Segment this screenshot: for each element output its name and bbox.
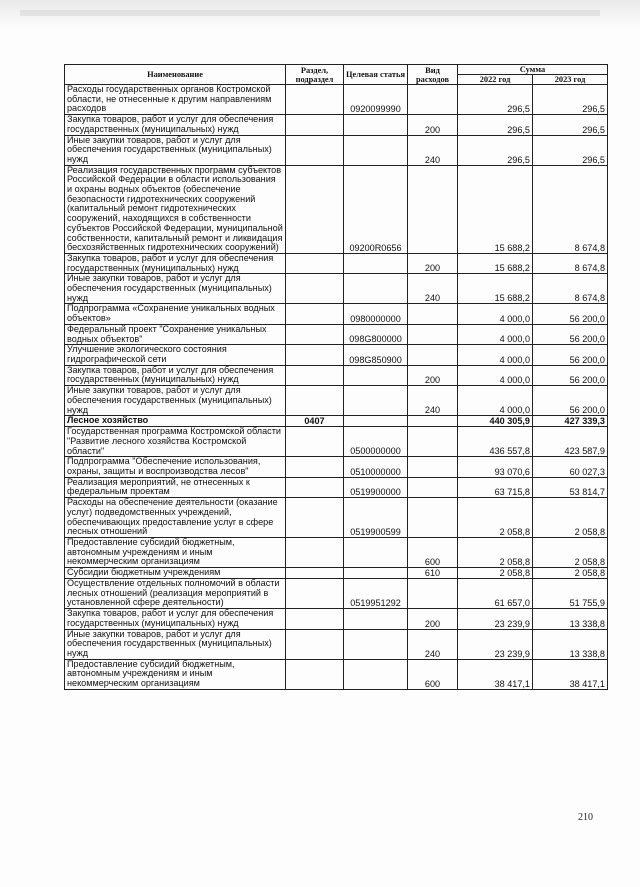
row-sum-2023-cell: 13 338,8 [533,629,608,659]
row-sum-2022-cell: 296,5 [458,115,533,135]
row-cel-cell [344,416,408,427]
row-cel-cell [344,115,408,135]
row-razdel-cell [286,165,344,253]
row-razdel-cell [286,609,344,629]
row-sum-2022-cell: 296,5 [458,135,533,165]
row-sum-2023-cell: 53 814,7 [533,477,608,497]
table-row [65,365,608,385]
header-year-2022: 2022 год [458,75,533,85]
row-sum-2023-cell: 8 674,8 [533,253,608,273]
row-vid-cell [408,345,458,365]
table-row [65,253,608,273]
row-sum-2022-cell: 440 305,9 [458,416,533,427]
row-sum-2023-cell: 56 200,0 [533,304,608,324]
row-razdel-cell [286,115,344,135]
header-cel: Целевая статья [344,65,408,85]
row-sum-2022-cell: 63 715,8 [458,477,533,497]
row-sum-2022-cell: 2 058,8 [458,498,533,538]
row-sum-2022-cell: 4 000,0 [458,386,533,416]
row-cel-cell [344,386,408,416]
row-name-cell: Закупка товаров, работ и услуг для обеспечения государственных (муниципальных) нужд [65,253,286,273]
row-cel-cell: 0980000000 [344,304,408,324]
row-vid-cell [408,85,458,115]
table-row [65,135,608,165]
table-row [65,609,608,629]
table-row [65,274,608,304]
row-name-cell: Закупка товаров, работ и услуг для обеспечения государственных (муниципальных) нужд [65,115,286,135]
row-razdel-cell [286,274,344,304]
row-sum-2023-cell: 296,5 [533,115,608,135]
row-sum-2022-cell: 2 058,8 [458,568,533,579]
table-row [65,416,608,427]
row-sum-2022-cell: 15 688,2 [458,165,533,253]
row-name-cell: Предоставление субсидий бюджетным, автономным учреждениям и иным некоммерческим организациям [65,537,286,567]
row-sum-2022-cell: 38 417,1 [458,659,533,689]
row-vid-cell: 610 [408,568,458,579]
table-row [65,498,608,538]
table-row [65,477,608,497]
row-sum-2022-cell: 4 000,0 [458,365,533,385]
row-cel-cell [344,609,408,629]
row-name-cell: Реализация мероприятий, не отнесенных к федеральным проектам [65,477,286,497]
scan-artifact [20,10,600,16]
header-vid: Вид расходов [408,65,458,85]
table-row [65,85,608,115]
row-name-cell: Расходы государственных органов Костромской области, не отнесенные к другим направлениям расходов [65,85,286,115]
row-razdel-cell [286,386,344,416]
row-vid-cell: 240 [408,135,458,165]
row-sum-2023-cell: 13 338,8 [533,609,608,629]
row-vid-cell: 600 [408,659,458,689]
row-sum-2023-cell: 56 200,0 [533,386,608,416]
row-cel-cell [344,568,408,579]
header-year-2023: 2023 год [533,75,608,85]
row-sum-2022-cell: 15 688,2 [458,253,533,273]
row-name-cell: Лесное хозяйство [65,416,286,427]
row-razdel-cell: 0407 [286,416,344,427]
row-name-cell: Иные закупки товаров, работ и услуг для обеспечения государственных (муниципальных) нужд [65,386,286,416]
row-sum-2023-cell: 56 200,0 [533,345,608,365]
row-sum-2023-cell: 51 755,9 [533,579,608,609]
row-sum-2022-cell: 23 239,9 [458,609,533,629]
table-row [65,115,608,135]
row-razdel-cell [286,365,344,385]
row-name-cell: Иные закупки товаров, работ и услуг для обеспечения государственных (муниципальных) нужд [65,274,286,304]
row-sum-2023-cell: 423 587,9 [533,427,608,457]
table-row [65,568,608,579]
table-row [65,386,608,416]
row-name-cell: Улучшение экологического состояния гидрографической сети [65,345,286,365]
row-vid-cell [408,165,458,253]
row-cel-cell [344,629,408,659]
row-cel-cell: 0500000000 [344,427,408,457]
row-vid-cell: 240 [408,386,458,416]
table-row [65,659,608,689]
row-vid-cell: 240 [408,629,458,659]
table-row [65,345,608,365]
row-razdel-cell [286,537,344,567]
row-razdel-cell [286,629,344,659]
row-sum-2022-cell: 4 000,0 [458,345,533,365]
row-sum-2022-cell: 61 657,0 [458,579,533,609]
row-cel-cell [344,274,408,304]
row-razdel-cell [286,568,344,579]
row-sum-2023-cell: 60 027,3 [533,457,608,477]
row-vid-cell: 200 [408,115,458,135]
row-cel-cell [344,365,408,385]
row-name-cell: Субсидии бюджетным учреждениям [65,568,286,579]
header-name: Наименование [65,65,286,85]
row-razdel-cell [286,659,344,689]
table-row [65,579,608,609]
row-name-cell: Реализация государственных программ субъектов Российской Федерации в области использования и охраны водных объектов (обеспечение безопасности гидротехнических сооружений (капитальный ремонт гидротехнических сооружений, находящихся в собственности субъектов Российской Федерации, муниципальной собственности, капитальный ремонт и ликвидация бесхозяйственных гидротехнических сооружений) [65,165,286,253]
row-vid-cell [408,304,458,324]
row-sum-2023-cell: 8 674,8 [533,165,608,253]
row-name-cell: Подпрограмма «Сохранение уникальных водных объектов» [65,304,286,324]
row-name-cell: Предоставление субсидий бюджетным, автономным учреждениям и иным некоммерческим организациям [65,659,286,689]
row-name-cell: Расходы на обеспечение деятельности (оказание услуг) подведомственных учреждений, обеспечивающих предоставление услуг в сфере лесных отношений [65,498,286,538]
row-razdel-cell [286,477,344,497]
row-sum-2023-cell: 38 417,1 [533,659,608,689]
row-sum-2023-cell: 427 339,3 [533,416,608,427]
row-razdel-cell [286,345,344,365]
row-vid-cell [408,498,458,538]
row-name-cell: Подпрограмма "Обеспечение использования, охраны, защиты и воспроизводства лесов" [65,457,286,477]
table-row [65,427,608,457]
row-vid-cell [408,324,458,344]
row-vid-cell: 200 [408,609,458,629]
row-cel-cell [344,135,408,165]
row-vid-cell [408,477,458,497]
row-razdel-cell [286,457,344,477]
row-cel-cell: 098G850900 [344,345,408,365]
table-row [65,165,608,253]
row-cel-cell: 09200R0656 [344,165,408,253]
row-sum-2022-cell: 93 070,6 [458,457,533,477]
row-sum-2022-cell: 2 058,8 [458,537,533,567]
row-razdel-cell [286,135,344,165]
page-number: 210 [578,812,593,823]
header-razdel: Раздел, подраздел [286,65,344,85]
row-sum-2023-cell: 296,5 [533,135,608,165]
row-cel-cell: 0920099990 [344,85,408,115]
row-vid-cell [408,416,458,427]
row-sum-2023-cell: 2 058,8 [533,568,608,579]
row-vid-cell: 240 [408,274,458,304]
row-name-cell: Иные закупки товаров, работ и услуг для обеспечения государственных (муниципальных) нужд [65,629,286,659]
row-cel-cell: 0519900599 [344,498,408,538]
table-row [65,324,608,344]
row-cel-cell: 0519900000 [344,477,408,497]
row-vid-cell: 600 [408,537,458,567]
row-name-cell: Закупка товаров, работ и услуг для обеспечения государственных (муниципальных) нужд [65,365,286,385]
row-vid-cell [408,457,458,477]
header-summa: Сумма [458,65,608,75]
row-cel-cell: 0510000000 [344,457,408,477]
row-cel-cell: 098G800000 [344,324,408,344]
row-name-cell: Осуществление отдельных полномочий в области лесных отношений (реализация мероприятий в установленной сфере деятельности) [65,579,286,609]
row-razdel-cell [286,304,344,324]
row-sum-2022-cell: 4 000,0 [458,304,533,324]
row-sum-2022-cell: 296,5 [458,85,533,115]
scan-shadow [0,0,640,30]
row-sum-2023-cell: 2 058,8 [533,537,608,567]
row-cel-cell [344,253,408,273]
row-name-cell: Федеральный проект "Сохранение уникальных водных объектов" [65,324,286,344]
row-sum-2023-cell: 8 674,8 [533,274,608,304]
row-sum-2023-cell: 2 058,8 [533,498,608,538]
row-vid-cell [408,427,458,457]
table-row [65,629,608,659]
row-sum-2023-cell: 56 200,0 [533,365,608,385]
row-sum-2022-cell: 4 000,0 [458,324,533,344]
table-row [65,457,608,477]
row-sum-2022-cell: 436 557,8 [458,427,533,457]
row-vid-cell: 200 [408,253,458,273]
row-razdel-cell [286,579,344,609]
row-razdel-cell [286,324,344,344]
row-razdel-cell [286,427,344,457]
row-razdel-cell [286,253,344,273]
row-razdel-cell [286,85,344,115]
row-sum-2023-cell: 56 200,0 [533,324,608,344]
table-row [65,537,608,567]
row-cel-cell [344,537,408,567]
row-cel-cell: 0519951292 [344,579,408,609]
row-name-cell: Иные закупки товаров, работ и услуг для обеспечения государственных (муниципальных) нужд [65,135,286,165]
row-sum-2023-cell: 296,5 [533,85,608,115]
table-row [65,304,608,324]
row-vid-cell: 200 [408,365,458,385]
row-cel-cell [344,659,408,689]
row-razdel-cell [286,498,344,538]
row-sum-2022-cell: 15 688,2 [458,274,533,304]
row-name-cell: Государственная программа Костромской области "Развитие лесного хозяйства Костромской области" [65,427,286,457]
budget-table [64,64,608,690]
row-sum-2022-cell: 23 239,9 [458,629,533,659]
row-vid-cell [408,579,458,609]
row-name-cell: Закупка товаров, работ и услуг для обеспечения государственных (муниципальных) нужд [65,609,286,629]
